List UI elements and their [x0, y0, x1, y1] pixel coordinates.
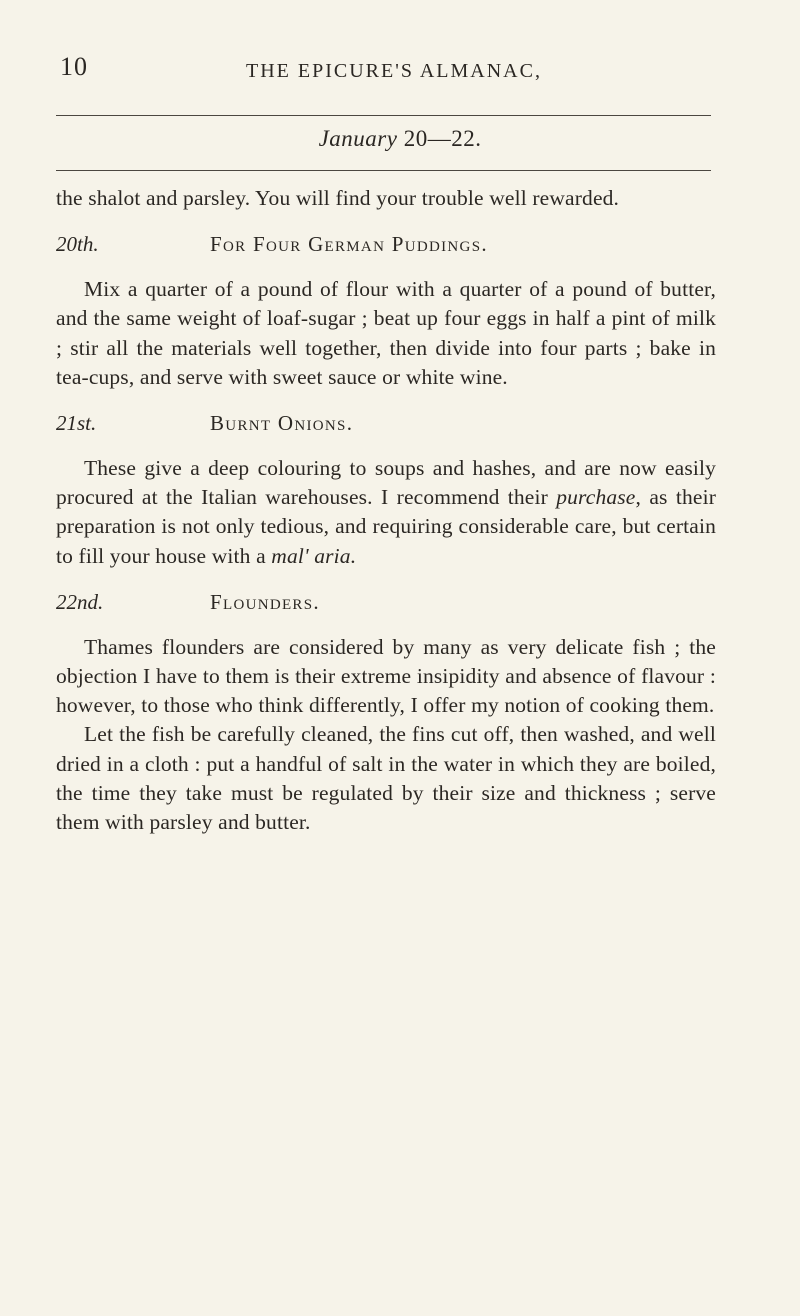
recipe-paragraph: Thames flounders are considered by many as very delicate fish ; the objection I have to them is their extreme insipidity and absence of flavour : however, to those who think differently, I offer my notion of cooking them. [56, 634, 716, 718]
header-rule-top [56, 115, 711, 116]
recipe-day: 20th. [56, 232, 99, 257]
text-run: These give a deep colouring to soups and hashes, and are now easily procured at the Italian warehouses. I recommend their [56, 456, 716, 510]
italic-text-run: purchase [556, 485, 636, 510]
recipe-paragraph: Mix a quarter of a pound of flour with a quarter of a pound of butter, and the same weight of loaf-sugar ; beat up four eggs in half a pint of milk ; stir all the materials well together, then divide into four parts ; bake in tea-cups, and serve with sweet sauce or white wine. [56, 277, 716, 389]
recipe-heading-german-puddings [56, 232, 716, 262]
recipe-paragraph: Let the fish be carefully cleaned, the fins cut off, then washed, and well dried in a cloth : put a handful of salt in the water in which they are boiled, the time they take must be regulated by their size and thickness ; serve them with parsley and butter. [56, 722, 716, 835]
header-rule-bottom [56, 170, 711, 171]
date-heading [0, 126, 800, 152]
recipe-title: For Four German Puddings. [210, 232, 488, 257]
running-title: THE EPICURE'S ALMANAC, [246, 60, 542, 82]
recipe-day: 21st. [56, 411, 97, 436]
recipe-heading-burnt-onions [56, 411, 716, 441]
continuation-paragraph: the shalot and parsley. You will find your trouble well rewarded. [56, 186, 620, 210]
italic-text-run: mal' aria. [271, 543, 357, 568]
page-body [56, 184, 716, 837]
recipe-paragraph [56, 454, 716, 571]
text-run: , as their preparation is not only tedious, and requiring considerable care, but certain to fill your house with a [56, 485, 716, 568]
recipe-title: Flounders. [210, 589, 320, 614]
page-number: 10 [60, 52, 88, 81]
date-range: 20—22. [403, 126, 482, 151]
recipe-title: Burnt Onions. [210, 411, 354, 436]
recipe-heading-flounders [56, 590, 716, 620]
date-month: January [318, 126, 398, 151]
recipe-day: 22nd. [56, 589, 104, 614]
